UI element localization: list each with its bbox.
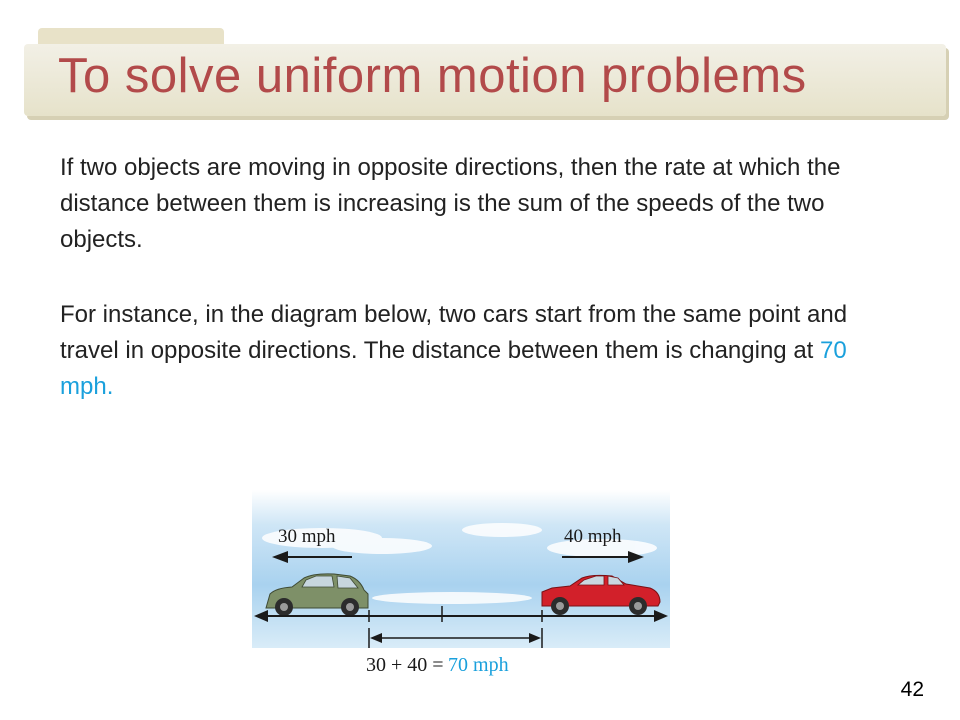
title-bar <box>0 0 960 140</box>
sum-result: 70 mph <box>448 654 509 676</box>
paragraph-2 <box>60 297 890 405</box>
right-speed-label: 40 mph <box>564 526 622 547</box>
left-speed-arrow <box>272 551 352 563</box>
motion-diagram <box>252 490 672 686</box>
distance-bracket <box>369 628 542 648</box>
page-number: 42 <box>900 678 924 701</box>
slide-title: To solve uniform motion problems <box>58 49 807 103</box>
left-speed-label: 30 mph <box>278 526 336 547</box>
paragraph-2-text: For instance, in the diagram below, two cars start from the same point and travel in opposite directions. The distance between them is changing at <box>60 301 848 364</box>
sum-expression: 30 + 40 = <box>366 654 444 676</box>
left-car <box>266 574 368 616</box>
sum-equation <box>366 654 509 677</box>
paragraph-2-highlight: 70 mph. <box>60 337 847 400</box>
paragraph-1: If two objects are moving in opposite directions, then the rate at which the distance between them is increasing is the sum of the speeds of the two objects. <box>60 154 841 253</box>
right-car <box>542 575 660 615</box>
